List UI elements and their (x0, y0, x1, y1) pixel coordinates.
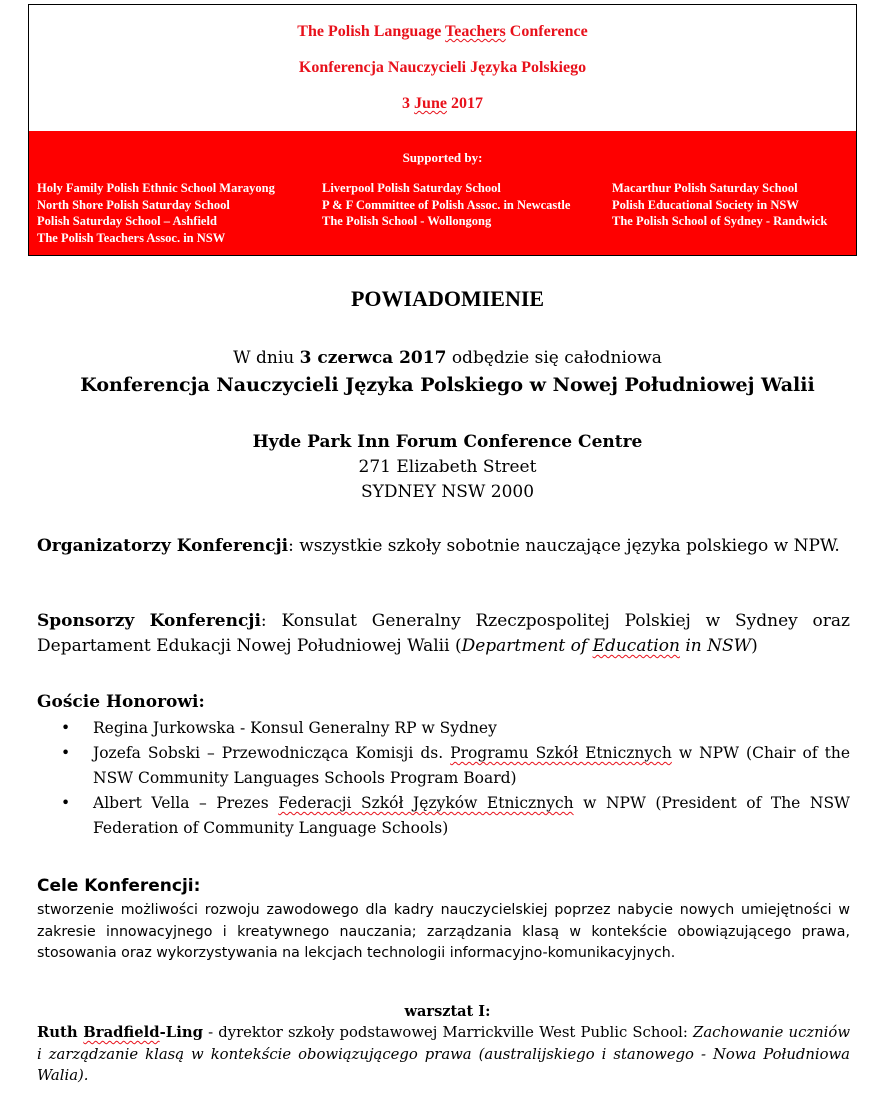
page-title: POWIADOMIENIE (350, 286, 545, 311)
supporters-column-2 (322, 180, 570, 230)
supporter-item: P & F Committee of Polish Assoc. in Newcastle (322, 197, 571, 212)
list-item: • Albert Vella – Prezes Federacji Szkół Języków Etnicznych w NPW (President of The NSW Federation of Community Language Schools) (37, 791, 850, 841)
spellcheck-word: June (414, 95, 447, 112)
organizers-paragraph: Organizatorzy Konferencji: wszystkie szkoły sobotnie nauczające języka polskiego w NPW. (37, 536, 840, 556)
sponsors-label: Sponsorzy Konferencji (37, 611, 261, 631)
guests-list (37, 716, 850, 841)
goals-heading: Cele Konferencji: (37, 876, 201, 896)
venue-city: SYDNEY NSW 2000 (360, 482, 535, 502)
intro-line: W dniu 3 czerwca 2017 odbędzie się całodniowa (233, 348, 662, 368)
spellcheck-word: Federacji Szkół Języków Etnicznych (278, 794, 574, 812)
supporters-column-3 (612, 180, 827, 230)
venue-address (0, 430, 895, 505)
bullet-icon: • (61, 719, 71, 737)
venue-name: Hyde Park Inn Forum Conference Centre (252, 432, 643, 452)
guests-heading: Goście Honorowi: (37, 692, 205, 712)
event-date: 3 czerwca 2017 (299, 348, 447, 368)
supporter-item: North Shore Polish Saturday School (37, 197, 230, 212)
list-item: • Regina Jurkowska - Konsul Generalny RP w Sydney (37, 716, 850, 741)
supporter-item: Holy Family Polish Ethnic School Marayong (37, 181, 275, 195)
spellcheck-word: Education (592, 636, 680, 656)
supporter-item: Polish Saturday School – Ashfield (37, 214, 217, 228)
spellcheck-word: Teachers (445, 23, 506, 40)
workshop-description: Ruth Bradfield-Ling - dyrektor szkoły podstawowej Marrickville West Public School: Zachowanie uczniów i zarządzanie klasą w kontekście obowiązującego prawa (australijskiego i stanowego - Nowa Południowa Walia). (37, 1024, 850, 1084)
header-titles (29, 5, 856, 131)
header-date: 3 June 2017 (402, 95, 483, 112)
conference-name: Konferencja Nauczycieli Języka Polskiego w Nowej Południowej Walii (80, 374, 815, 396)
header-title-pl: Konferencja Nauczycieli Języka Polskiego (298, 59, 587, 76)
supporters-column-1 (37, 180, 275, 246)
supporter-item: Polish Educational Society in NSW (612, 197, 799, 212)
supporter-item: The Polish School - Wollongong (322, 214, 492, 228)
supporter-item: The Polish School of Sydney - Randwick (612, 214, 828, 228)
workshop-heading: warsztat I: (404, 1003, 491, 1020)
list-item: • Jozefa Sobski – Przewodnicząca Komisji ds. Programu Szkół Etnicznych w NPW (Chair of the NSW Community Languages Schools Program Board) (37, 741, 850, 791)
supported-by-label: Supported by: (402, 150, 483, 165)
supporter-item: Macarthur Polish Saturday School (612, 181, 798, 195)
supporter-item: The Polish Teachers Assoc. in NSW (37, 230, 226, 245)
conference-header (28, 4, 857, 256)
bullet-icon: • (61, 794, 71, 812)
organizers-label: Organizatorzy Konferencji (37, 536, 289, 556)
bullet-icon: • (61, 744, 71, 762)
header-title-en: The Polish Language Teachers Conference (297, 23, 588, 40)
supporters-banner (29, 131, 856, 255)
venue-street: 271 Elizabeth Street (358, 457, 537, 477)
spellcheck-word: Bradfield (83, 1024, 160, 1041)
goals-text: stworzenie możliwości rozwoju zawodowego dla kadry nauczycielskiej poprzez nabycie nowych umiejętności w zakresie innowacyjnego i kreatywnego nauczania; zarządzania klasą w kontekście obowiązującego prawa, stosowania oraz wykorzystywania na lekcjach technologii informacyjno-komunikacyjnych. (37, 902, 850, 961)
spellcheck-word: Programu Szkół Etnicznych (450, 744, 672, 762)
sponsors-paragraph: Sponsorzy Konferencji: Konsulat Generalny Rzeczpospolitej Polskiej w Sydney oraz Departament Edukacji Nowej Południowej Walii (Department of Education in NSW) (37, 611, 850, 656)
supporter-item: Liverpool Polish Saturday School (322, 181, 501, 195)
